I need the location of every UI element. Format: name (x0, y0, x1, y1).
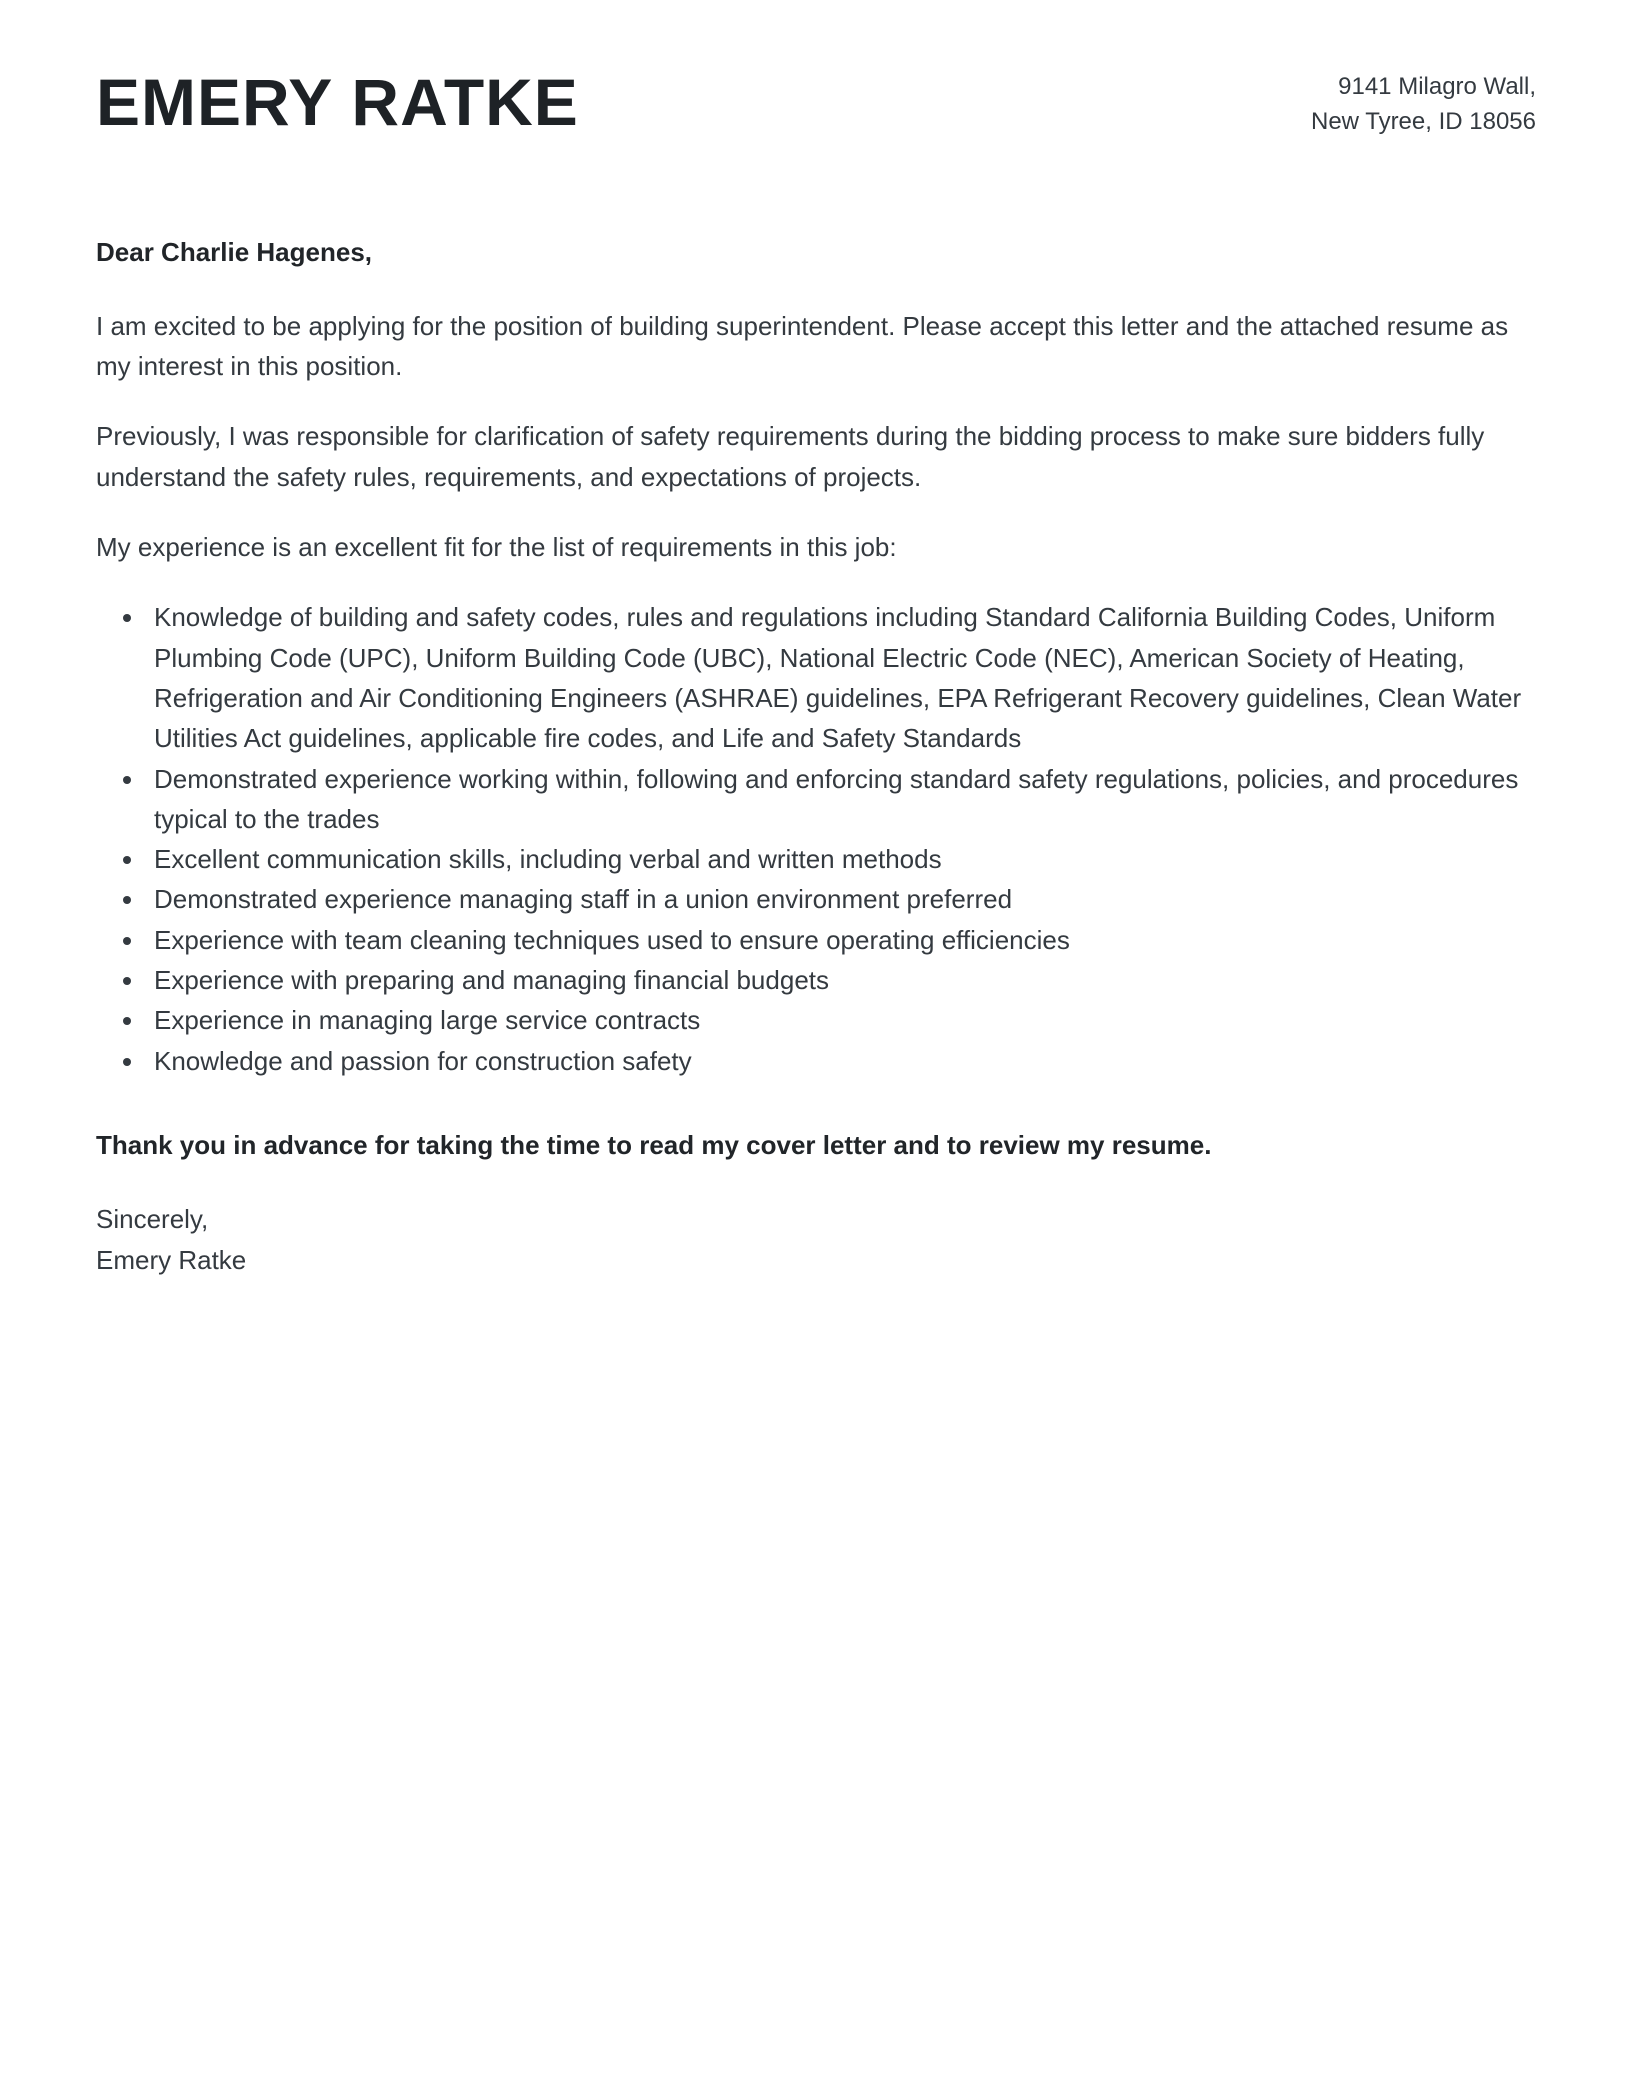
applicant-name: EMERY RATKE (96, 65, 579, 139)
paragraph-fit-intro: My experience is an excellent fit for the list of requirements in this job: (96, 532, 897, 563)
list-item: • Experience in managing large service contracts (146, 1000, 1536, 1040)
signoff-word: Sincerely, (96, 1204, 209, 1235)
list-item: • Knowledge and passion for construction safety (146, 1041, 1536, 1081)
address-line-2: New Tyree, ID 18056 (1310, 107, 1536, 135)
paragraph-intro: I am excited to be applying for the position of building superintendent. Please accept this letter and the attached resume as my interest in this position. (96, 310, 1509, 382)
list-item: • Excellent communication skills, including verbal and written methods (146, 839, 1536, 879)
list-item: • Knowledge of building and safety codes, rules and regulations including Standard California Building Codes, Uniform Plumbing Code (UPC), Uniform Building Code (UBC), National Electric Code (NEC), American Society of Heating, Refrigeration and Air Conditioning Engineers (ASHRAE) guidelines, EPA Refrigerant Recovery guidelines, Clean Water Utilities Act guidelines, applicable fire codes, and Life and Safety Standards (146, 597, 1536, 758)
signoff-block (96, 1199, 1536, 1280)
requirements-list (96, 597, 1536, 1081)
applicant-address (1311, 52, 1536, 140)
list-item: • Demonstrated experience working within, following and enforcing standard safety regulations, policies, and procedures typical to the trades (146, 759, 1536, 840)
salutation: Dear Charlie Hagenes, (96, 236, 373, 267)
list-item: • Experience with team cleaning techniques used to ensure operating efficiencies (146, 920, 1536, 960)
letter-header (96, 52, 1536, 140)
letter-body (96, 232, 1536, 1280)
list-item: • Experience with preparing and managing financial budgets (146, 960, 1536, 1000)
list-item: • Demonstrated experience managing staff in a union environment preferred (146, 879, 1536, 919)
address-line-1: 9141 Milagro Wall, (1338, 73, 1536, 100)
closing-statement: Thank you in advance for taking the time to read my cover letter and to review my resume. (96, 1129, 1212, 1160)
paragraph-experience: Previously, I was responsible for clarification of safety requirements during the bidding process to make sure bidders fully understand the safety rules, requirements, and expectations of projects. (96, 421, 1485, 492)
signature-name: Emery Ratke (96, 1244, 247, 1275)
